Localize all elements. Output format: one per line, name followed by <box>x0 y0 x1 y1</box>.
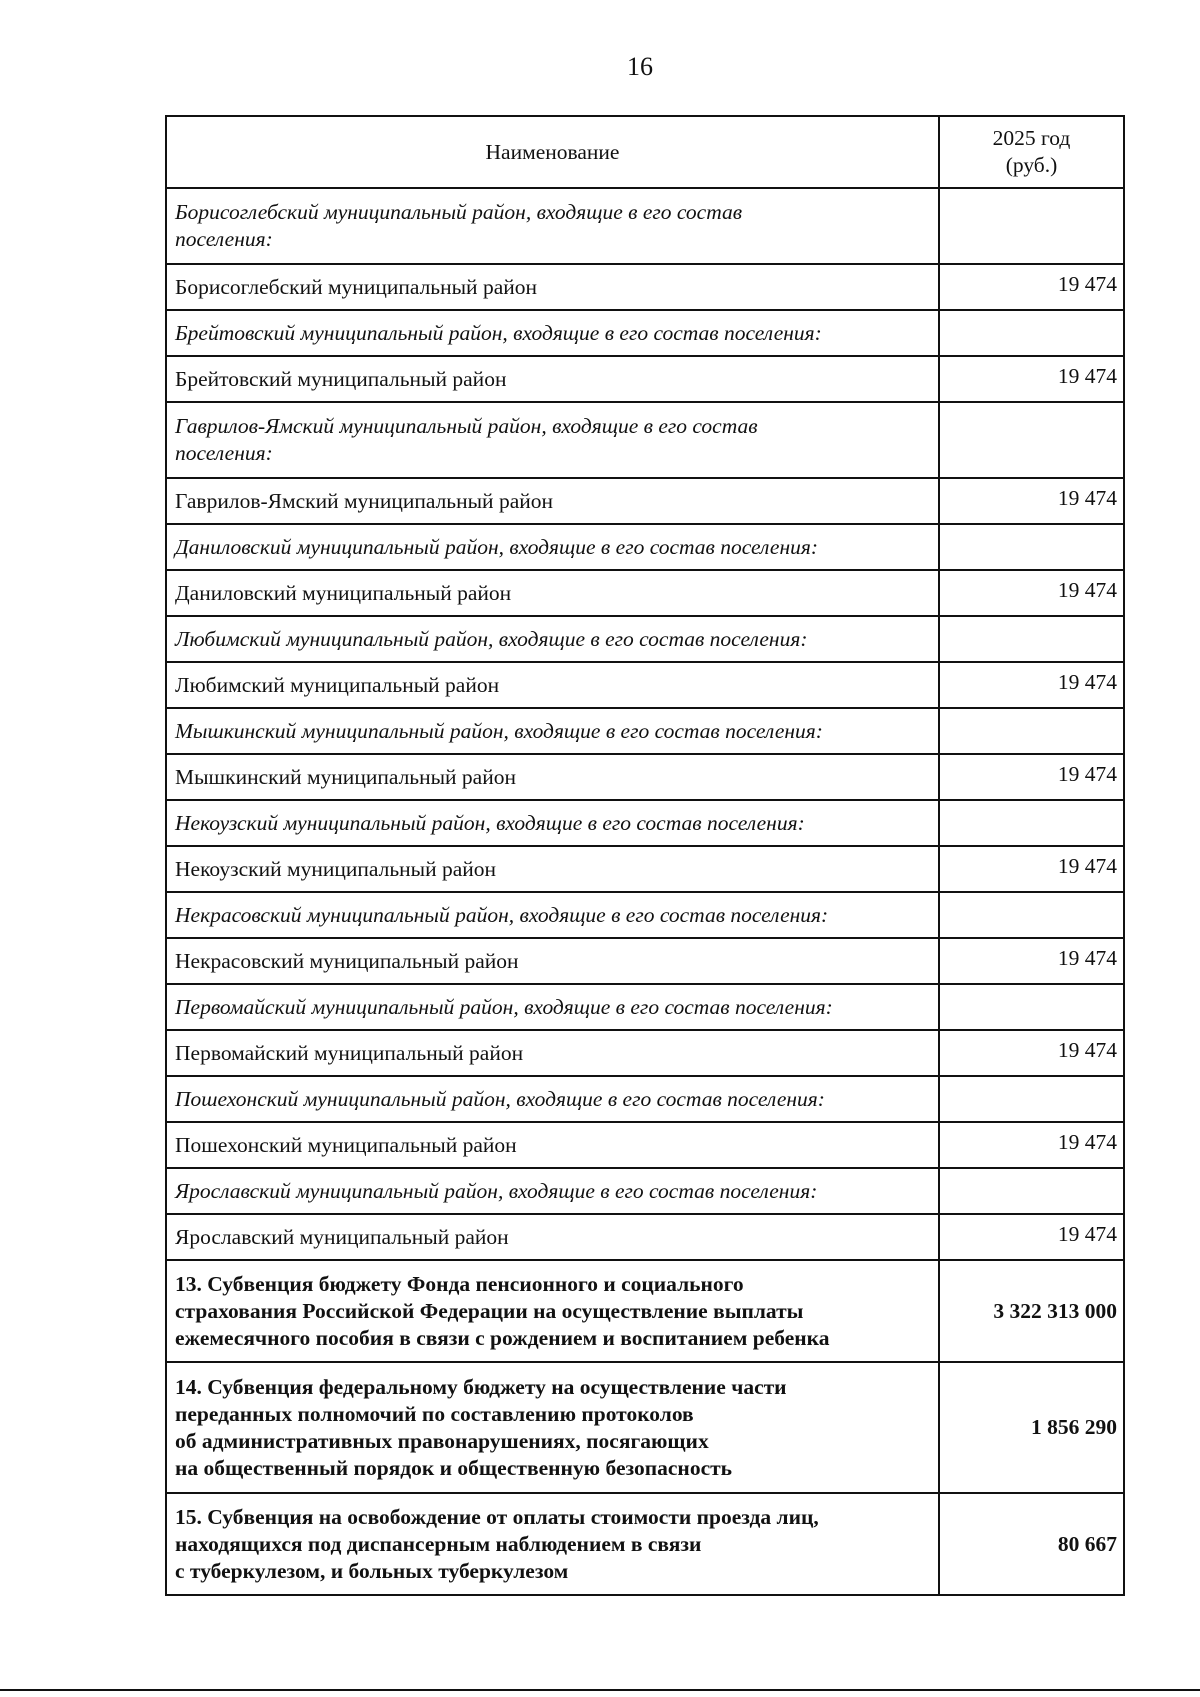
group-heading-name: Брейтовский муниципальный район, входящие в его состав поселения: <box>166 310 939 356</box>
header-name: Наименование <box>166 116 939 188</box>
subvention-name-line: на общественный порядок и общественную безопасность <box>175 1455 733 1480</box>
district-row <box>166 662 1124 708</box>
subvention-amount: 1 856 290 <box>939 1362 1124 1493</box>
amount-cell <box>939 892 1124 938</box>
header-year-label: 2025 год <box>992 126 1071 150</box>
group-heading-name: Некрасовский муниципальный район, входящие в его состав поселения: <box>166 892 939 938</box>
district-row <box>166 754 1124 800</box>
group-heading-row <box>166 800 1124 846</box>
subvention-name-line: 15. Субвенция на освобождение от оплаты стоимости проезда лиц, <box>175 1504 819 1529</box>
amount-cell: 19 474 <box>939 478 1124 524</box>
amount-cell <box>939 402 1124 478</box>
group-heading-row <box>166 524 1124 570</box>
subvention-name <box>166 1362 939 1493</box>
page-number: 16 <box>627 52 653 81</box>
subvention-name-line: находящихся под диспансерным наблюдением в связи <box>175 1531 702 1556</box>
group-heading-row <box>166 188 1124 264</box>
amount-cell <box>939 616 1124 662</box>
district-name: Борисоглебский муниципальный район <box>166 264 939 310</box>
group-heading-name-line2: поселения: <box>175 441 273 465</box>
subvention-name-line: страхования Российской Федерации на осуществление выплаты <box>175 1298 804 1323</box>
amount-cell <box>939 800 1124 846</box>
district-name: Некрасовский муниципальный район <box>166 938 939 984</box>
group-heading-name: Некоузский муниципальный район, входящие в его состав поселения: <box>166 800 939 846</box>
amount-cell <box>939 310 1124 356</box>
subvention-name-line: 13. Субвенция бюджету Фонда пенсионного и социального <box>175 1271 744 1296</box>
district-name: Некоузский муниципальный район <box>166 846 939 892</box>
amount-cell: 19 474 <box>939 846 1124 892</box>
district-row <box>166 1122 1124 1168</box>
amount-cell <box>939 524 1124 570</box>
subvention-row <box>166 1260 1124 1362</box>
amount-cell: 19 474 <box>939 264 1124 310</box>
subvention-name <box>166 1493 939 1595</box>
amount-cell <box>939 708 1124 754</box>
district-name: Даниловский муниципальный район <box>166 570 939 616</box>
amount-cell <box>939 1076 1124 1122</box>
subvention-name <box>166 1260 939 1362</box>
district-name: Любимский муниципальный район <box>166 662 939 708</box>
subvention-name-line: ежемесячного пособия в связи с рождением и воспитанием ребенка <box>175 1325 830 1350</box>
amount-cell <box>939 1168 1124 1214</box>
amount-cell: 19 474 <box>939 662 1124 708</box>
district-name: Ярославский муниципальный район <box>166 1214 939 1260</box>
district-row <box>166 570 1124 616</box>
subvention-amount: 3 322 313 000 <box>939 1260 1124 1362</box>
group-heading-name: Даниловский муниципальный район, входящие в его состав поселения: <box>166 524 939 570</box>
page-bottom-rule <box>0 1689 1200 1691</box>
table-body <box>166 188 1124 1595</box>
group-heading-row <box>166 1168 1124 1214</box>
district-name: Брейтовский муниципальный район <box>166 356 939 402</box>
district-name: Пошехонский муниципальный район <box>166 1122 939 1168</box>
subvention-name-line: 14. Субвенция федеральному бюджету на осуществление части <box>175 1374 787 1399</box>
subvention-name-line: переданных полномочий по составлению протоколов <box>175 1401 694 1426</box>
district-row <box>166 356 1124 402</box>
subvention-row <box>166 1493 1124 1595</box>
group-heading-name <box>166 402 939 478</box>
district-row <box>166 1030 1124 1076</box>
group-heading-name-line2: поселения: <box>175 227 273 251</box>
subvention-name-line: об административных правонарушениях, посягающих <box>175 1428 709 1453</box>
district-row <box>166 1214 1124 1260</box>
group-heading-name-line1: Гаврилов-Ямский муниципальный район, входящие в его состав <box>175 414 758 438</box>
group-heading-name-line1: Борисоглебский муниципальный район, входящие в его состав <box>175 200 743 224</box>
group-heading-row <box>166 402 1124 478</box>
district-name: Первомайский муниципальный район <box>166 1030 939 1076</box>
group-heading-row <box>166 1076 1124 1122</box>
district-row <box>166 264 1124 310</box>
district-name: Мышкинский муниципальный район <box>166 754 939 800</box>
subvention-amount: 80 667 <box>939 1493 1124 1595</box>
group-heading-row <box>166 310 1124 356</box>
group-heading-name: Мышкинский муниципальный район, входящие в его состав поселения: <box>166 708 939 754</box>
district-row <box>166 846 1124 892</box>
subvention-name-line: с туберкулезом, и больных туберкулезом <box>175 1558 569 1583</box>
district-row <box>166 938 1124 984</box>
group-heading-name: Первомайский муниципальный район, входящие в его состав поселения: <box>166 984 939 1030</box>
group-heading-name: Пошехонский муниципальный район, входящие в его состав поселения: <box>166 1076 939 1122</box>
amount-cell: 19 474 <box>939 1030 1124 1076</box>
group-heading-row <box>166 892 1124 938</box>
group-heading-name: Любимский муниципальный район, входящие в его состав поселения: <box>166 616 939 662</box>
amount-cell: 19 474 <box>939 1214 1124 1260</box>
amount-cell: 19 474 <box>939 938 1124 984</box>
group-heading-name <box>166 188 939 264</box>
amount-cell <box>939 188 1124 264</box>
amount-cell: 19 474 <box>939 570 1124 616</box>
amount-cell: 19 474 <box>939 356 1124 402</box>
table-header-row <box>166 116 1124 188</box>
amount-cell: 19 474 <box>939 754 1124 800</box>
group-heading-name: Ярославский муниципальный район, входящие в его состав поселения: <box>166 1168 939 1214</box>
group-heading-row <box>166 708 1124 754</box>
district-name: Гаврилов-Ямский муниципальный район <box>166 478 939 524</box>
amount-cell <box>939 984 1124 1030</box>
amount-cell: 19 474 <box>939 1122 1124 1168</box>
header-year <box>939 116 1124 188</box>
group-heading-row <box>166 984 1124 1030</box>
header-unit: (руб.) <box>1005 153 1058 177</box>
budget-table <box>165 115 1125 1596</box>
group-heading-row <box>166 616 1124 662</box>
district-row <box>166 478 1124 524</box>
subvention-row <box>166 1362 1124 1493</box>
